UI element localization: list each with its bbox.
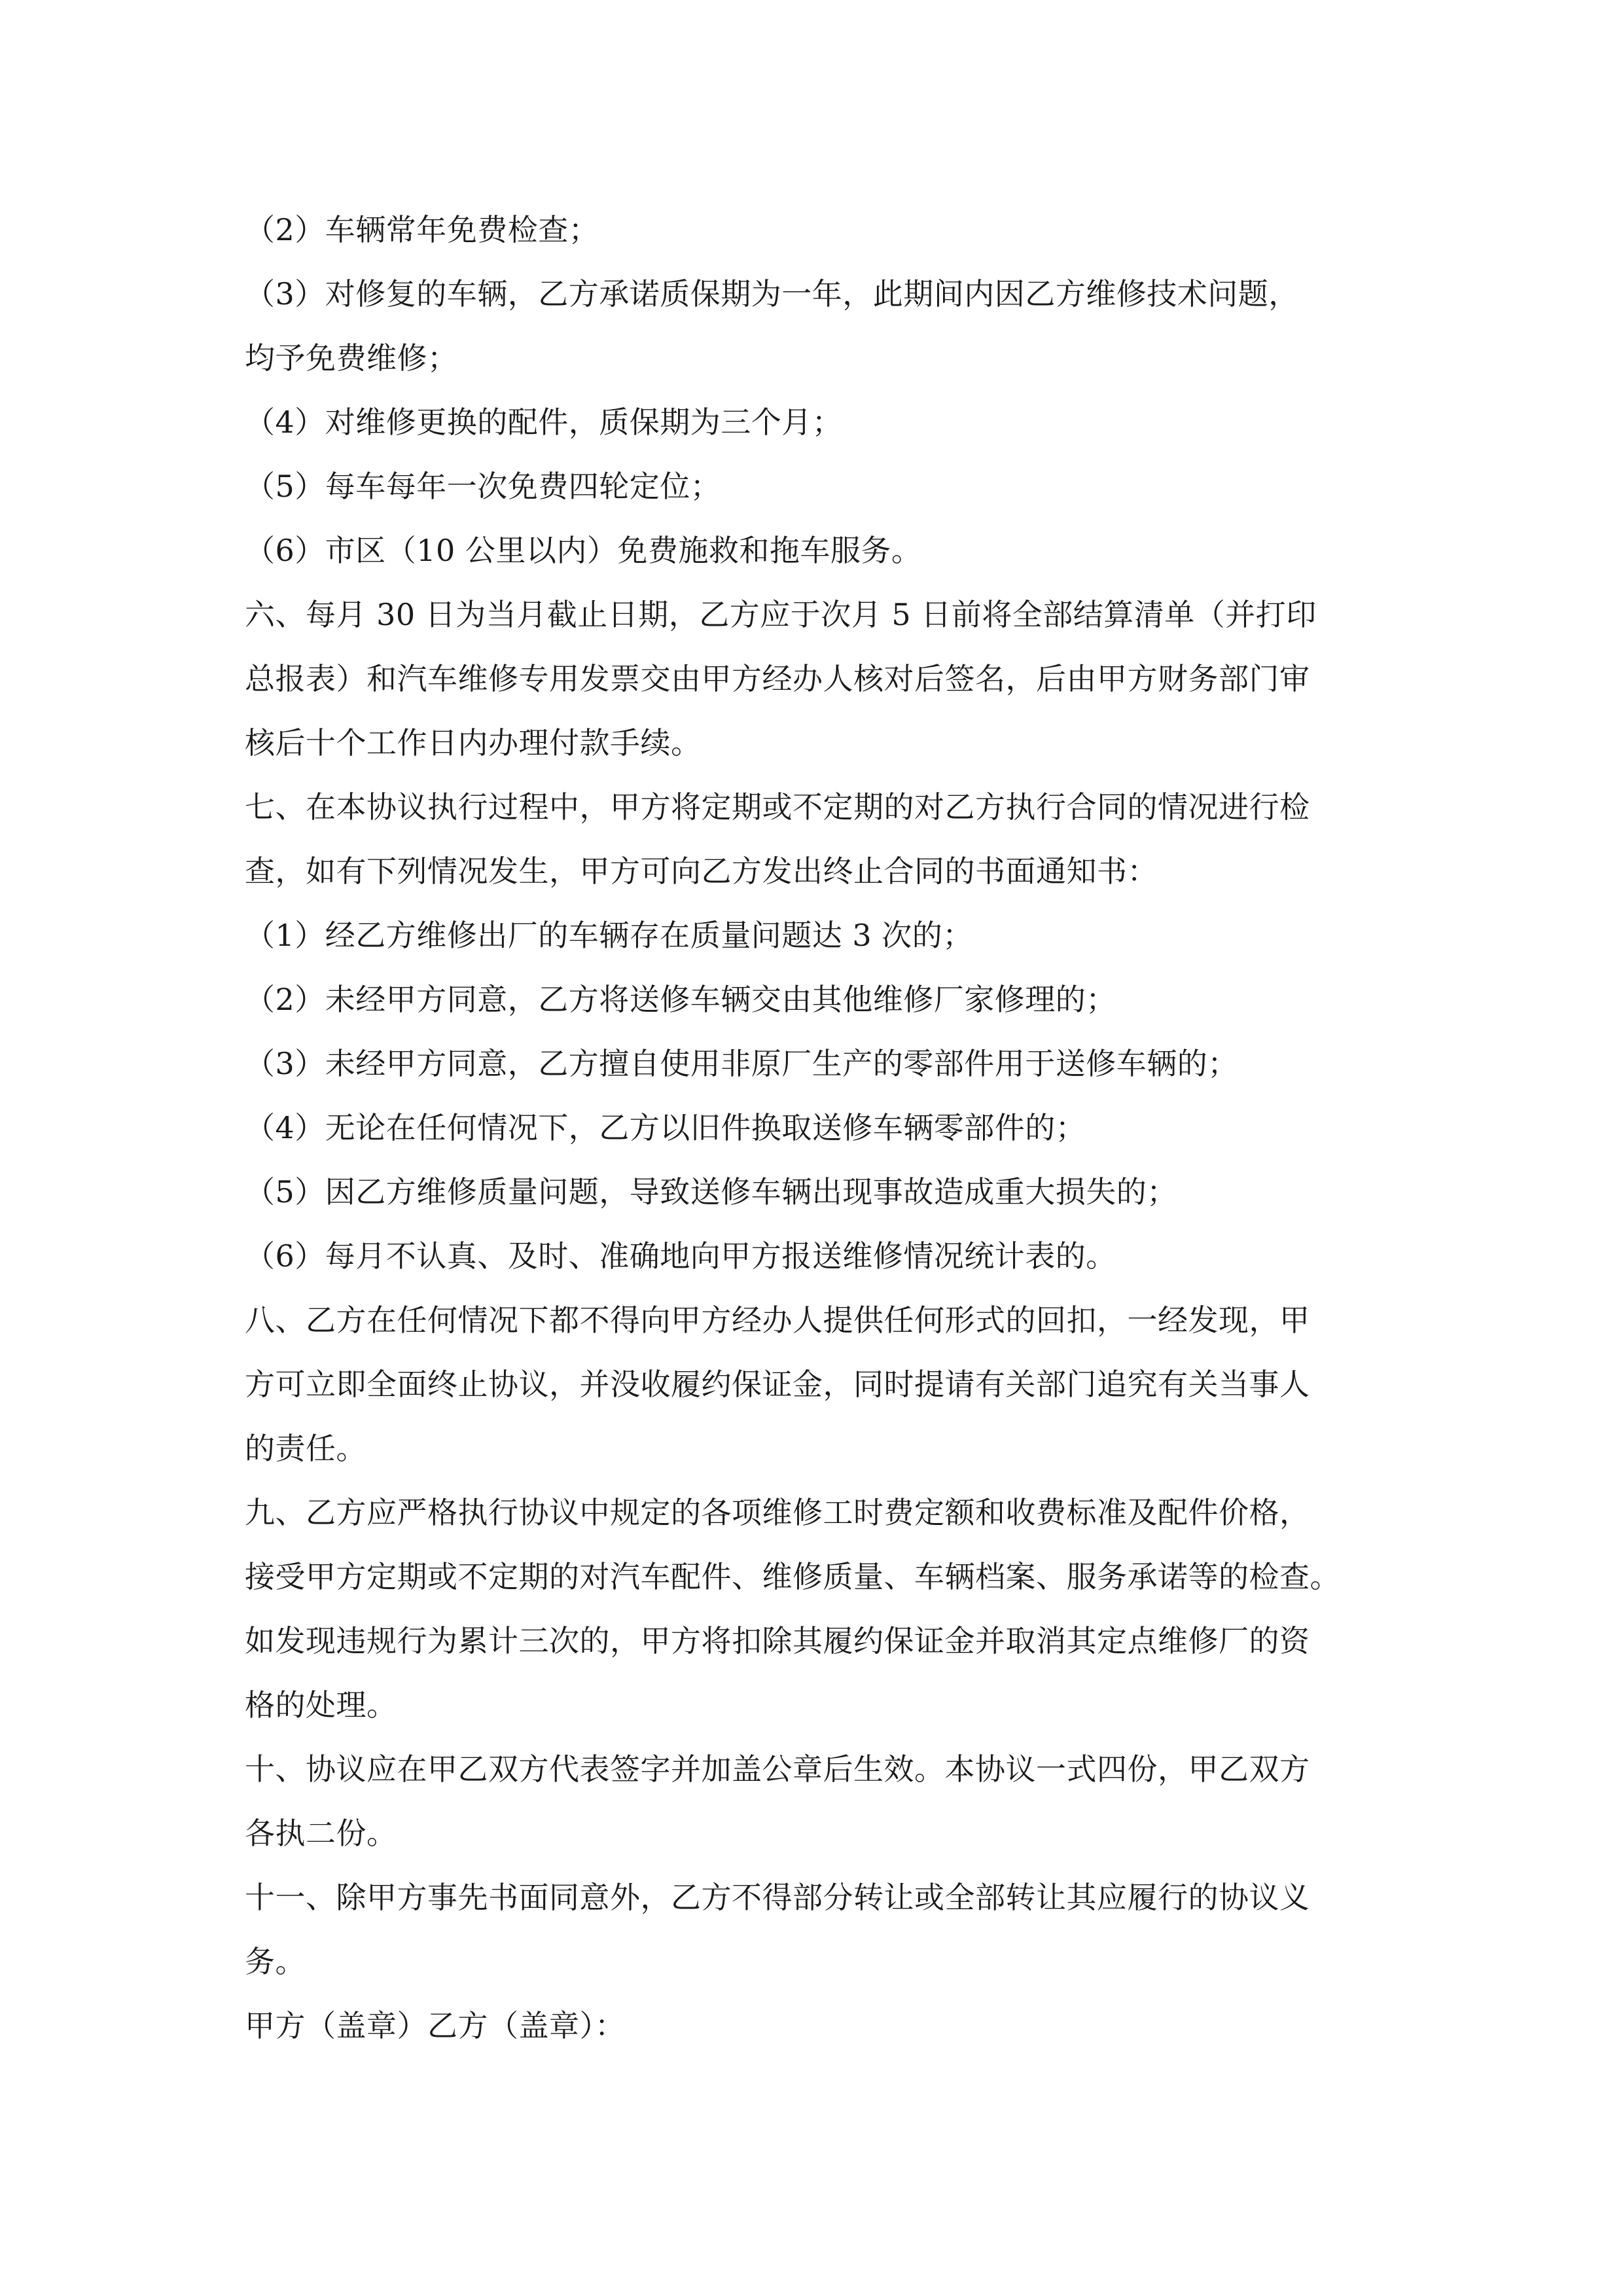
text-line: （4）无论在任何情况下，乙方以旧件换取送修车辆零部件的； — [245, 1110, 1086, 1145]
text-line: 均予免费维修； — [245, 340, 458, 376]
signature-line: 甲方（盖章）乙方（盖章）： — [245, 2008, 626, 2043]
text-line: 十、协议应在甲乙双方代表签字并加盖公章后生效。本协议一式四份，甲乙双方 — [245, 1751, 1310, 1787]
text-line: 如发现违规行为累计三次的，甲方将扣除其履约保证金并取消其定点维修厂的资 — [245, 1623, 1310, 1659]
text-line: 各执二份。 — [245, 1816, 397, 1851]
text-line: （6）每月不认真、及时、准确地向甲方报送维修情况统计表的。 — [245, 1238, 1116, 1274]
text-line: 六、每月 30 日为当月截止日期，乙方应于次月 5 日前将全部结算清单（并打印 — [245, 597, 1317, 632]
text-line: 查，如有下列情况发生，甲方可向乙方发出终止合同的书面通知书： — [245, 853, 1158, 889]
text-line: （2）车辆常年免费检查； — [245, 212, 599, 247]
text-line: （3）对修复的车辆，乙方承诺质保期为一年，此期间内因乙方维修技术问题， — [245, 276, 1299, 312]
text-line: 核后十个工作日内办理付款手续。 — [245, 725, 702, 761]
text-line: （5）因乙方维修质量问题，导致送修车辆出现事故造成重大损失的； — [245, 1174, 1177, 1210]
text-line: 七、在本协议执行过程中，甲方将定期或不定期的对乙方执行合同的情况进行检 — [245, 789, 1310, 825]
text-line: 的责任。 — [245, 1431, 366, 1466]
text-line: 格的处理。 — [245, 1687, 397, 1723]
text-line: 十一、除甲方事先书面同意外，乙方不得部分转让或全部转让其应履行的协议义 — [245, 1880, 1310, 1915]
text-line: （5）每车每年一次免费四轮定位； — [245, 469, 721, 504]
text-line: 九、乙方应严格执行协议中规定的各项维修工时费定额和收费标准及配件价格， — [245, 1495, 1310, 1530]
text-line: （2）未经甲方同意，乙方将送修车辆交由其他维修厂家修理的； — [245, 982, 1116, 1017]
text-line: 接受甲方定期或不定期的对汽车配件、维修质量、车辆档案、服务承诺等的检查。 — [245, 1559, 1340, 1594]
text-line: （1）经乙方维修出厂的车辆存在质量问题达 3 次的； — [245, 918, 973, 953]
text-line: （3）未经甲方同意，乙方擅自使用非原厂生产的零部件用于送修车辆的； — [245, 1046, 1238, 1081]
text-line: （6）市区（10 公里以内）免费施救和拖车服务。 — [245, 533, 922, 568]
text-line: 八、乙方在任何情况下都不得向甲方经办人提供任何形式的回扣，一经发现，甲 — [245, 1302, 1310, 1338]
text-line: 务。 — [245, 1944, 306, 1979]
text-line: （4）对维修更换的配件，质保期为三个月； — [245, 404, 843, 440]
document-body — [245, 198, 1397, 2058]
text-line: 总报表）和汽车维修专用发票交由甲方经办人核对后签名，后由甲方财务部门审 — [245, 661, 1310, 696]
text-line: 方可立即全面终止协议，并没收履约保证金，同时提请有关部门追究有关当事人 — [245, 1367, 1310, 1402]
